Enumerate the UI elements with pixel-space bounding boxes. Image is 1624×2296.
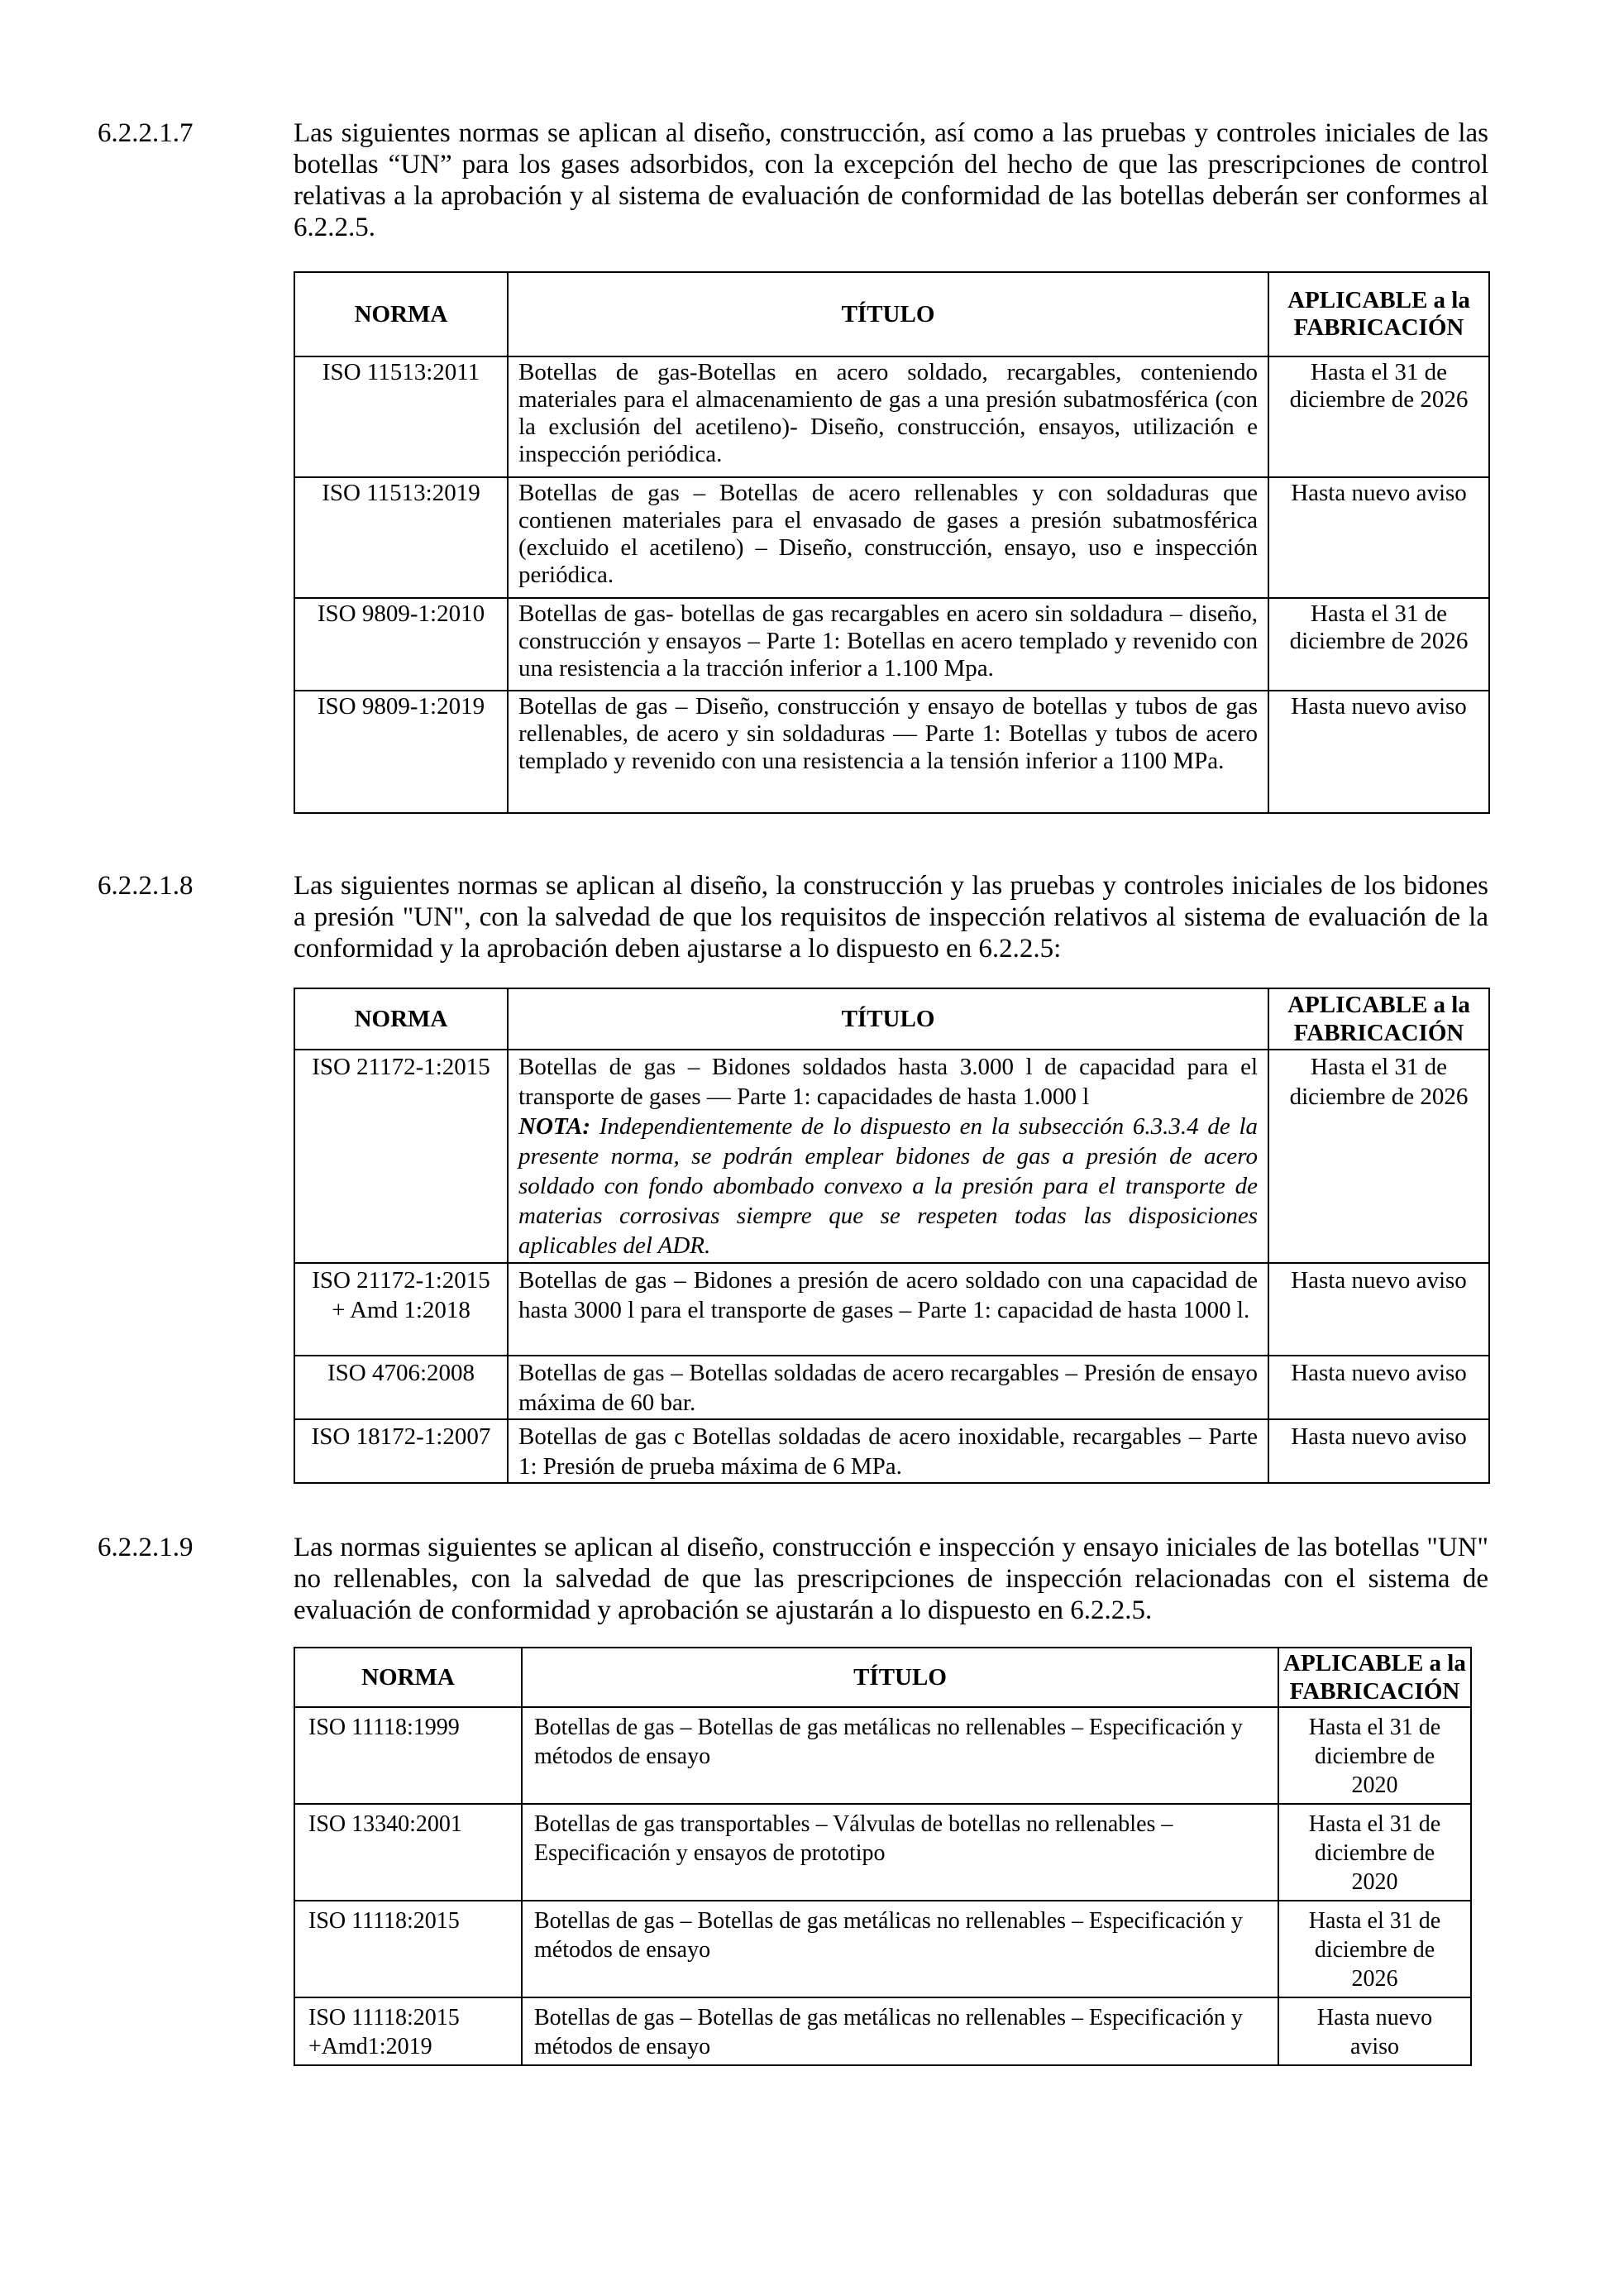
header-aplicable: APLICABLE a la FABRICACIÓN (1278, 1648, 1471, 1707)
table-header-row (294, 272, 1489, 356)
cell-aplicable: Hasta el 31 de diciembre de 2026 (1268, 598, 1489, 691)
table-row (294, 1707, 1471, 1804)
cell-titulo: Botellas de gas – Botellas de acero rellenables y con soldaduras que contienen materiales para el envasado de gases a presión subatmosférica (excluido el acetileno) – Diseño, construcción, ensayo, uso e inspección periódica. (508, 477, 1268, 598)
table-row (294, 1804, 1471, 1901)
cell-titulo: Botellas de gas c Botellas soldadas de acero inoxidable, recargables – Parte 1: Presión de prueba máxima de 6 MPa. (508, 1419, 1268, 1483)
section-number: 6.2.2.1.9 (98, 1533, 193, 1562)
cell-titulo (508, 1050, 1268, 1263)
titulo-text: Botellas de gas – Bidones soldados hasta 3.000 l de capacidad para el transporte de gases — Parte 1: capacidades de hasta 1.000 l (518, 1054, 1258, 1110)
header-aplicable: APLICABLE a la FABRICACIÓN (1268, 272, 1489, 356)
standards-table (294, 988, 1490, 1484)
cell-norma: ISO 4706:2008 (294, 1356, 508, 1419)
table-header-row (294, 988, 1489, 1050)
cell-aplicable: Hasta nuevo aviso (1268, 1419, 1489, 1483)
cell-aplicable: Hasta nuevo aviso (1268, 691, 1489, 813)
nota-text: Independientemente de lo dispuesto en la subsección 6.3.3.4 de la presente norma, se podrán emplear bidones de gas a presión de acero soldado con fondo abombado convexo a la presión para el transporte de materias corrosivas siempre que se respeten todas las disposiciones aplicables del ADR. (518, 1113, 1258, 1259)
cell-norma: ISO 11513:2019 (294, 477, 508, 598)
cell-titulo: Botellas de gas – Botellas soldadas de acero recargables – Presión de ensayo máxima de 60 bar. (508, 1356, 1268, 1419)
cell-norma: ISO 11118:2015 (294, 1901, 522, 1997)
cell-norma: ISO 13340:2001 (294, 1804, 522, 1901)
cell-aplicable: Hasta el 31 de diciembre de 2026 (1268, 356, 1489, 477)
cell-titulo: Botellas de gas- botellas de gas recargables en acero sin soldadura – diseño, construcción y ensayos – Parte 1: Botellas en acero templado y revenido con una resistencia a la tracción inferior a 1.100 Mpa. (508, 598, 1268, 691)
cell-titulo: Botellas de gas – Bidones a presión de acero soldado con una capacidad de hasta 3000 l para el transporte de gases – Parte 1: capacidad de hasta 1000 l. (508, 1263, 1268, 1356)
cell-norma: ISO 18172-1:2007 (294, 1419, 508, 1483)
header-norma: NORMA (294, 272, 508, 356)
cell-aplicable: Hasta el 31 de diciembre de 2020 (1278, 1707, 1471, 1804)
section-paragraph: Las normas siguientes se aplican al diseño, construcción e inspección y ensayo iniciales de las botellas "UN" no rellenables, con la salvedad de que las prescripciones de inspección relacionadas con el sistema de evaluación de conformidad y aprobación se ajustarán a lo dispuesto en 6.2.2.5. (294, 1533, 1488, 1625)
table-row (294, 356, 1489, 477)
header-titulo: TÍTULO (522, 1648, 1278, 1707)
table-header-row (294, 1648, 1471, 1707)
table-row (294, 477, 1489, 598)
cell-aplicable: Hasta el 31 de diciembre de 2020 (1278, 1804, 1471, 1901)
cell-titulo: Botellas de gas-Botellas en acero soldado, recargables, conteniendo materiales para el almacenamiento de gas a una presión subatmosférica (con la exclusión del acetileno)- Diseño, construcción, ensayos, utilización e inspección periódica. (508, 356, 1268, 477)
cell-norma: ISO 11118:2015 +Amd1:2019 (294, 1997, 522, 2065)
cell-titulo: Botellas de gas transportables – Válvulas de botellas no rellenables – Especificación y ensayos de prototipo (522, 1804, 1278, 1901)
section-number: 6.2.2.1.7 (98, 118, 193, 148)
header-norma: NORMA (294, 988, 508, 1050)
cell-norma: ISO 9809-1:2019 (294, 691, 508, 813)
header-norma: NORMA (294, 1648, 522, 1707)
cell-aplicable: Hasta el 31 de diciembre de 2026 (1278, 1901, 1471, 1997)
header-titulo: TÍTULO (508, 988, 1268, 1050)
standards-table (294, 271, 1490, 814)
header-titulo: TÍTULO (508, 272, 1268, 356)
section-paragraph: Las siguientes normas se aplican al diseño, construcción, así como a las pruebas y controles iniciales de las botellas “UN” para los gases adsorbidos, con la excepción del hecho de que las prescripciones de control relativas a la aprobación y al sistema de evaluación de conformidad de las botellas deberán ser conformes al 6.2.2.5. (294, 118, 1488, 242)
cell-norma: ISO 9809-1:2010 (294, 598, 508, 691)
table-row (294, 598, 1489, 691)
cell-aplicable: Hasta nuevo aviso (1268, 1356, 1489, 1419)
table-row (294, 1419, 1489, 1483)
table-row (294, 1901, 1471, 1997)
table-row (294, 1997, 1471, 2065)
cell-aplicable: Hasta el 31 de diciembre de 2026 (1268, 1050, 1489, 1263)
section-paragraph: Las siguientes normas se aplican al diseño, la construcción y las pruebas y controles iniciales de los bidones a presión "UN", con la salvedad de que los requisitos de inspección relativos al sistema de evaluación de la conformidad y la aprobación deben ajustarse a lo dispuesto en 6.2.2.5: (294, 871, 1488, 964)
cell-aplicable: Hasta nuevo aviso (1268, 477, 1489, 598)
cell-norma: ISO 21172-1:2015 + Amd 1:2018 (294, 1263, 508, 1356)
cell-norma: ISO 21172-1:2015 (294, 1050, 508, 1263)
header-aplicable: APLICABLE a la FABRICACIÓN (1268, 988, 1489, 1050)
cell-titulo: Botellas de gas – Botellas de gas metálicas no rellenables – Especificación y métodos de ensayo (522, 1901, 1278, 1997)
table-row (294, 691, 1489, 813)
cell-titulo: Botellas de gas – Diseño, construcción y ensayo de botellas y tubos de gas rellenables, de acero y sin soldaduras — Parte 1: Botellas y tubos de acero templado y revenido con una resistencia a la tensión inferior a 1100 MPa. (508, 691, 1268, 813)
cell-aplicable: Hasta nuevo aviso (1278, 1997, 1471, 2065)
cell-titulo: Botellas de gas – Botellas de gas metálicas no rellenables – Especificación y métodos de ensayo (522, 1997, 1278, 2065)
section-number: 6.2.2.1.8 (98, 871, 193, 901)
table-row (294, 1263, 1489, 1356)
cell-titulo: Botellas de gas – Botellas de gas metálicas no rellenables – Especificación y métodos de ensayo (522, 1707, 1278, 1804)
cell-aplicable: Hasta nuevo aviso (1268, 1263, 1489, 1356)
table-row (294, 1050, 1489, 1263)
nota-label: NOTA: (518, 1113, 590, 1140)
standards-table (294, 1647, 1472, 2066)
cell-norma: ISO 11118:1999 (294, 1707, 522, 1804)
cell-norma: ISO 11513:2011 (294, 356, 508, 477)
table-row (294, 1356, 1489, 1419)
